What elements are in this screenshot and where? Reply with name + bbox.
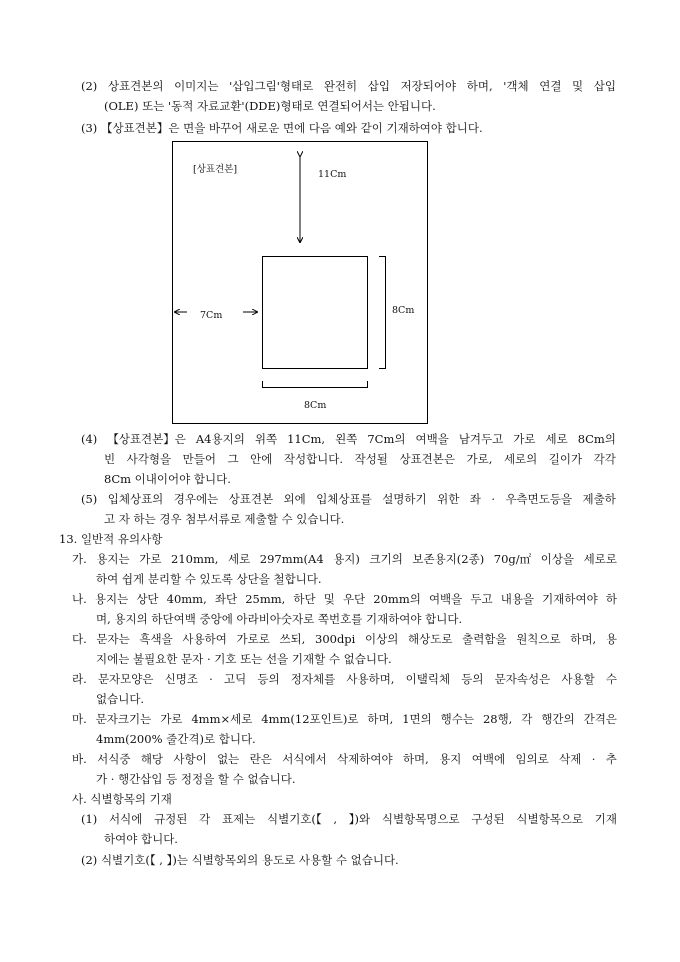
da-line-2: 지에는 불필요한 문자 · 기호 또는 선을 기재할 수 없습니다. (96, 652, 392, 666)
specimen-layout-diagram (172, 141, 428, 424)
sa-item-2: (2) 식별기호(【 , 】)는 식별항목외의 용도로 사용할 수 없습니다. (81, 853, 399, 867)
diagram-height-label: 8Cm (392, 305, 415, 316)
ma-line-2: 4mm(200% 줄간격)로 합니다. (96, 732, 256, 746)
item-2-line-2: (OLE) 또는 '동적 자료교환'(DDE)형태로 연결되어서는 안됩니다. (104, 99, 436, 113)
item-5-line-2: 고 자 하는 경우 첨부서류로 제출할 수 있습니다. (104, 512, 345, 526)
ra-line-1: 라. 문자모양은 신명조 · 고딕 등의 정자체를 사용하며, 이탤릭체 등의 문자속성은 사용할 수 (72, 672, 617, 686)
item-3: (3) 【상표견본】은 면을 바꾸어 새로운 면에 다음 예와 같이 기재하여야 합니다. (81, 121, 483, 135)
item-5-line-1: (5) 입체상표의 경우에는 상표견본 외에 입체상표를 설명하기 위한 좌 · 우측면도등을 제출하 (81, 492, 616, 506)
ra-line-2: 없습니다. (96, 692, 145, 706)
ga-line-2: 하여 쉽게 분리할 수 있도록 상단을 철합니다. (96, 572, 322, 586)
ga-line-1: 가. 용지는 가로 210mm, 세로 297mm(A4 용지) 크기의 보존용지(2종) 70g/㎡ 이상을 세로로 (72, 552, 617, 566)
item-4-line-3: 8Cm 이내이어야 합니다. (104, 472, 231, 486)
na-line-1: 나. 용지는 상단 40mm, 좌단 25mm, 하단 및 우단 20mm의 여백을 두고 내용을 기재하여야 하 (72, 592, 617, 606)
item-2-line-1: (2) 상표견본의 이미지는 '삽입그림'형태로 완전히 삽입 저장되어야 하며, '객체 연결 및 삽입 (81, 79, 616, 93)
sa-item-1-line-1: (1) 서식에 규정된 각 표제는 식별기호(【 , 】)와 식별항목명으로 구성된 식별항목으로 기재 (81, 812, 617, 826)
ba-line-1: 바. 서식중 해당 사항이 없는 란은 서식에서 삭제하여야 하며, 용지 여백에 임의로 삭제 · 추 (72, 752, 617, 766)
item-4-line-1: (4) 【상표견본】은 A4용지의 위쪽 11Cm, 왼쪽 7Cm의 여백을 남겨두고 가로 세로 8Cm의 (81, 432, 616, 446)
diagram-top-margin-label: 11Cm (318, 169, 347, 180)
margin-arrows (173, 142, 427, 423)
diagram-left-margin-label: 7Cm (200, 310, 223, 321)
diagram-width-label: 8Cm (304, 400, 327, 411)
da-line-1: 다. 문자는 흑색을 사용하여 가로로 쓰되, 300dpi 이상의 해상도로 출력함을 원칙으로 하며, 용 (72, 632, 617, 646)
ba-line-2: 가 · 행간삽입 등 정정을 할 수 없습니다. (96, 772, 296, 786)
ma-line-1: 마. 문자크기는 가로 4mm×세로 4mm(12포인트)로 하며, 1면의 행수는 28행, 각 행간의 간격은 (72, 712, 617, 726)
diagram-specimen-label: [상표견본] (193, 164, 238, 175)
section-13-heading: 13. 일반적 유의사항 (59, 532, 163, 546)
sa-heading: 사. 식별항목의 기재 (72, 792, 172, 806)
sa-item-1-line-2: 하여야 합니다. (104, 832, 178, 846)
na-line-2: 며, 용지의 하단여백 중앙에 아라비아숫자로 쪽번호를 기재하여야 합니다. (96, 612, 463, 626)
item-4-line-2: 빈 사각형을 만들어 그 안에 작성합니다. 작성될 상표견본은 가로, 세로의 길이가 각각 (104, 452, 616, 466)
